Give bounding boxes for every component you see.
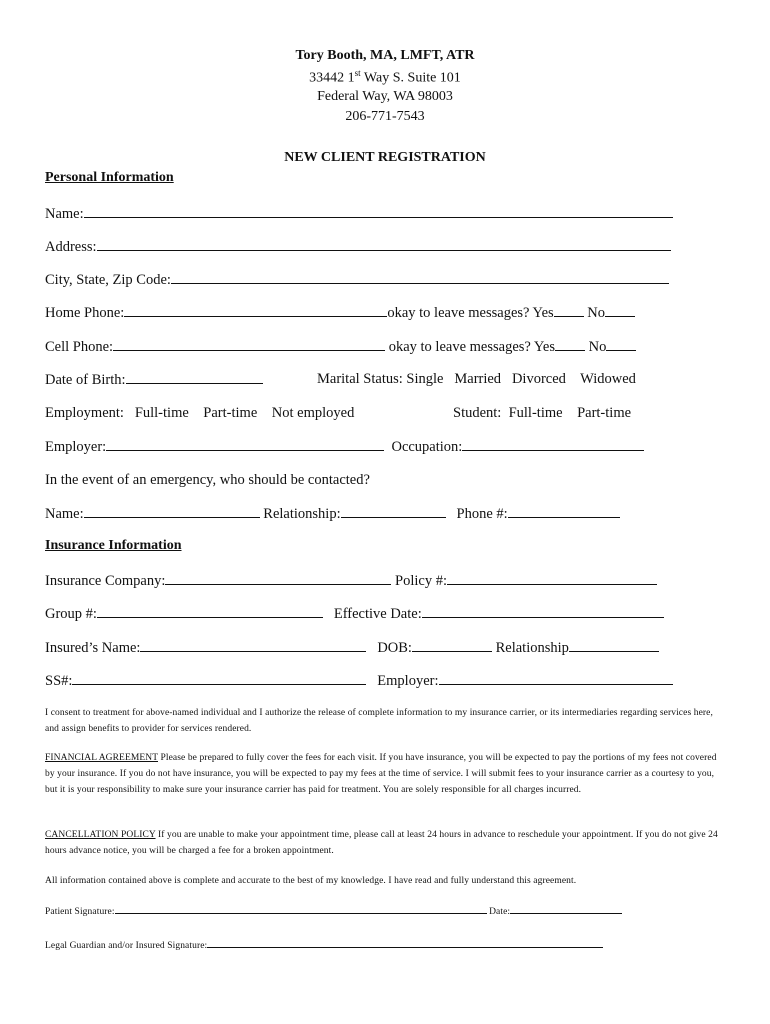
street-name: Way S. Suite 101 — [360, 70, 461, 86]
insured-name-label: Insured’s Name: — [45, 640, 141, 656]
home-okay-label: okay to leave messages? Yes — [387, 305, 554, 321]
cancellation-policy-text: If you are unable to make your appointment time, please call at least 24 hours in advance to reschedule your appointment. If you do not give 24 hours advance notice, you will be charged a fee for a broken appointment. — [45, 830, 718, 856]
cell-yes-field[interactable] — [555, 338, 585, 351]
ins-relationship-label: Relationship — [495, 640, 569, 656]
marital-divorced[interactable]: Divorced — [511, 371, 566, 387]
employment-label: Employment: — [45, 405, 124, 421]
personal-info-heading: Personal Information — [45, 170, 174, 185]
ins-company-field[interactable] — [165, 572, 391, 585]
group-label: Group #: — [45, 606, 97, 622]
ins-dob-label: DOB: — [377, 640, 412, 656]
employer-field[interactable] — [106, 438, 384, 451]
marital-status — [317, 371, 636, 388]
ss-row — [45, 672, 673, 690]
cell-phone-field[interactable] — [113, 338, 385, 351]
insured-name-row — [45, 639, 659, 657]
name-field-row — [45, 205, 673, 223]
student-full-time[interactable]: Full-time — [508, 405, 563, 421]
em-phone-label: Phone #: — [456, 506, 508, 522]
cell-phone-row — [45, 338, 636, 356]
effective-date-label: Effective Date: — [333, 606, 422, 622]
home-yes-field[interactable] — [554, 304, 584, 317]
financial-agreement-text: Please be prepared to fully cover the fees for each visit. If you have insurance, you will be expected to pay the portions of my fees not covered by your insurance. If you do not have insurance, you will be expected to pay my fees at the time of service. I will submit fees to your insurance carrier as a courtesy to you, but it is your responsibility to make sure your insurance carrier has paid for treatment. You are solely responsible for all charges incurred. — [45, 753, 717, 795]
address-label: Address: — [45, 239, 97, 255]
ins-employer-label: Employer: — [377, 673, 439, 689]
employment-not-employed[interactable]: Not employed — [271, 405, 355, 421]
patient-signature-label: Patient Signature: — [45, 907, 115, 917]
marital-widowed[interactable]: Widowed — [580, 371, 636, 387]
home-phone-row — [45, 304, 635, 322]
guardian-signature-field[interactable] — [207, 938, 603, 948]
group-row — [45, 605, 664, 623]
accuracy-statement: All information contained above is complete and accurate to the best of my knowledge. I have read and fully understand this agreement. — [45, 876, 577, 886]
ins-employer-field[interactable] — [439, 672, 673, 685]
provider-street — [0, 68, 770, 87]
cell-phone-label: Cell Phone: — [45, 339, 114, 355]
financial-agreement-title: FINANCIAL AGREEMENT — [45, 753, 158, 763]
patient-signature-field[interactable] — [115, 904, 487, 914]
consent-paragraph: I consent to treatment for above-named individual and I authorize the release of complete information to my insurance carrier, or its intermediaries regarding services here, and assign benefits to provider for services rendered. — [45, 708, 713, 734]
student-part-time[interactable]: Part-time — [577, 405, 632, 421]
insurance-company-row — [45, 572, 657, 590]
cell-okay-label: okay to leave messages? Yes — [388, 339, 556, 355]
em-name-label: Name: — [45, 506, 84, 522]
city-state-zip-field[interactable] — [171, 271, 669, 284]
street-number: 33442 1 — [309, 70, 355, 86]
policy-field[interactable] — [447, 572, 657, 585]
insured-name-field[interactable] — [140, 639, 366, 652]
ins-company-label: Insurance Company: — [45, 573, 166, 589]
marital-label: Marital Status: — [317, 371, 403, 387]
student-row — [453, 405, 631, 422]
insurance-info-heading: Insurance Information — [45, 538, 182, 553]
employer-label: Employer: — [45, 439, 107, 455]
employment-row — [45, 405, 354, 422]
home-phone-label: Home Phone: — [45, 305, 125, 321]
employer-row — [45, 438, 644, 456]
provider-name: Tory Booth, MA, LMFT, ATR — [295, 48, 475, 63]
emergency-contact-row — [45, 505, 620, 523]
dob-label: Date of Birth: — [45, 372, 126, 388]
name-field[interactable] — [84, 205, 673, 218]
policy-label: Policy #: — [395, 573, 447, 589]
name-label: Name: — [45, 206, 84, 222]
student-label: Student: — [453, 405, 502, 421]
guardian-signature-row — [45, 938, 603, 954]
group-field[interactable] — [97, 605, 323, 618]
date-field[interactable] — [510, 904, 622, 914]
em-relationship-field[interactable] — [341, 505, 446, 518]
cell-no-label: No — [588, 339, 607, 355]
em-relationship-label: Relationship: — [263, 506, 341, 522]
ss-label: SS#: — [45, 673, 73, 689]
cancellation-policy-title: CANCELLATION POLICY — [45, 830, 156, 840]
form-title: NEW CLIENT REGISTRATION — [284, 150, 486, 165]
provider-city: Federal Way, WA 98003 — [317, 89, 453, 104]
home-phone-field[interactable] — [124, 304, 387, 317]
occupation-label: Occupation: — [391, 439, 463, 455]
ss-field[interactable] — [72, 672, 366, 685]
city-label: City, State, Zip Code: — [45, 272, 171, 288]
city-field-row — [45, 271, 669, 289]
home-no-label: No — [587, 305, 606, 321]
dob-row — [45, 371, 263, 389]
cancellation-policy-paragraph — [45, 827, 725, 859]
marital-married[interactable]: Married — [454, 371, 502, 387]
street-ordinal: st — [354, 68, 361, 78]
address-field[interactable] — [97, 238, 671, 251]
em-name-field[interactable] — [84, 505, 260, 518]
occupation-field[interactable] — [462, 438, 644, 451]
employment-full-time[interactable]: Full-time — [134, 405, 189, 421]
employment-part-time[interactable]: Part-time — [203, 405, 258, 421]
emergency-question: In the event of an emergency, who should be contacted? — [45, 472, 370, 488]
cell-no-field[interactable] — [606, 338, 636, 351]
em-phone-field[interactable] — [508, 505, 620, 518]
patient-signature-row — [45, 904, 622, 920]
marital-single[interactable]: Single — [406, 371, 444, 387]
ins-relationship-field[interactable] — [569, 639, 659, 652]
dob-field[interactable] — [126, 371, 263, 384]
date-label: Date: — [489, 907, 511, 917]
effective-date-field[interactable] — [422, 605, 664, 618]
provider-phone: 206-771-7543 — [345, 109, 425, 124]
financial-agreement-paragraph — [45, 750, 725, 798]
address-field-row — [45, 238, 671, 256]
ins-dob-field[interactable] — [412, 639, 492, 652]
guardian-signature-label: Legal Guardian and/or Insured Signature: — [45, 941, 208, 951]
home-no-field[interactable] — [605, 304, 635, 317]
